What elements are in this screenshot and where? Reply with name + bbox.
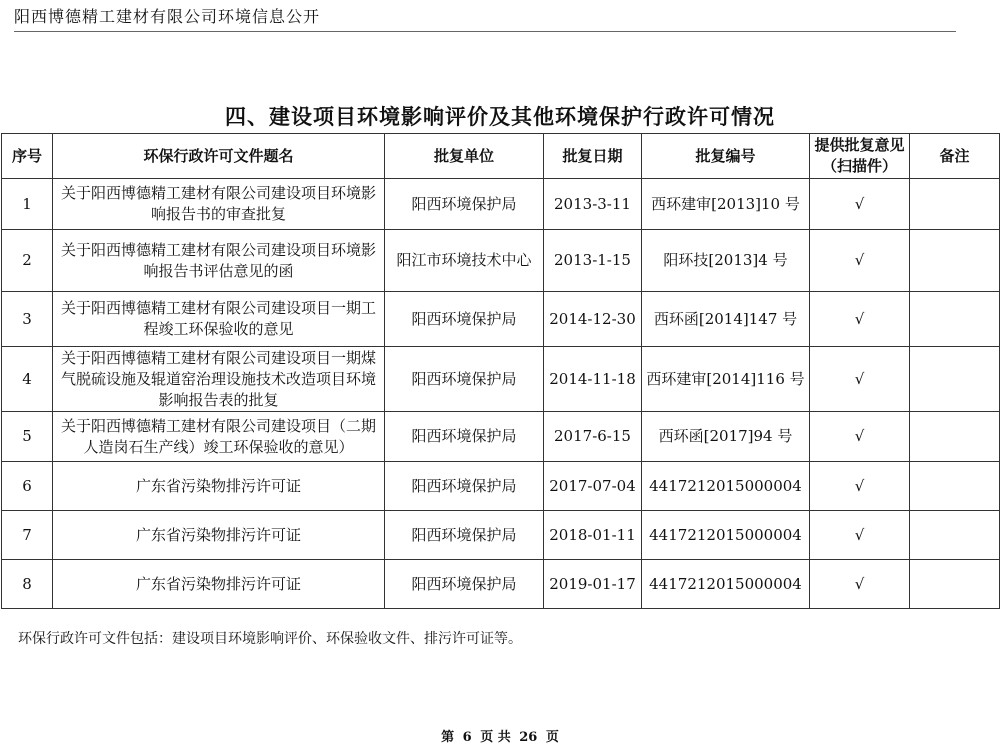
cell-number: 西环函[2017]94 号 <box>642 412 810 462</box>
cell-seq: 1 <box>2 179 53 230</box>
header-date: 批复日期 <box>544 134 642 179</box>
cell-number: 西环建审[2014]116 号 <box>642 347 810 412</box>
cell-scan-check: √ <box>810 179 910 230</box>
table-row <box>2 179 1000 230</box>
pager-total: 26 <box>519 730 538 745</box>
pager-current: 6 <box>462 730 472 745</box>
table-row <box>2 292 1000 347</box>
cell-name: 关于阳西博德精工建材有限公司建设项目环境影响报告书的审查批复 <box>53 179 385 230</box>
cell-scan-check: √ <box>810 511 910 560</box>
table-row <box>2 560 1000 609</box>
pager-mid: 页 共 <box>480 730 511 745</box>
cell-seq: 5 <box>2 412 53 462</box>
cell-number: 4417212015000004 <box>642 511 810 560</box>
table-row <box>2 511 1000 560</box>
cell-number: 4417212015000004 <box>642 462 810 511</box>
cell-note <box>910 412 1000 462</box>
table-header-row <box>2 134 1000 179</box>
page-number <box>0 726 1000 745</box>
cell-unit: 阳西环境保护局 <box>385 412 544 462</box>
table-row <box>2 462 1000 511</box>
header-unit: 批复单位 <box>385 134 544 179</box>
cell-number: 西环建审[2013]10 号 <box>642 179 810 230</box>
header-number: 批复编号 <box>642 134 810 179</box>
cell-number: 西环函[2014]147 号 <box>642 292 810 347</box>
section-title: 四、建设项目环境影响评价及其他环境保护行政许可情况 <box>225 105 775 129</box>
header-scan: 提供批复意见（扫描件） <box>810 134 910 179</box>
cell-note <box>910 292 1000 347</box>
cell-seq: 7 <box>2 511 53 560</box>
table-row <box>2 347 1000 412</box>
cell-name: 广东省污染物排污许可证 <box>53 462 385 511</box>
cell-seq: 4 <box>2 347 53 412</box>
cell-seq: 6 <box>2 462 53 511</box>
cell-note <box>910 560 1000 609</box>
cell-scan-check: √ <box>810 347 910 412</box>
cell-note <box>910 179 1000 230</box>
cell-scan-check: √ <box>810 292 910 347</box>
cell-scan-check: √ <box>810 230 910 292</box>
cell-name: 广东省污染物排污许可证 <box>53 511 385 560</box>
permits-table <box>1 133 1000 609</box>
cell-name: 关于阳西博德精工建材有限公司建设项目环境影响报告书评估意见的函 <box>53 230 385 292</box>
cell-unit: 阳江市环境技术中心 <box>385 230 544 292</box>
cell-number: 4417212015000004 <box>642 560 810 609</box>
cell-unit: 阳西环境保护局 <box>385 462 544 511</box>
cell-unit: 阳西环境保护局 <box>385 560 544 609</box>
document-header: 阳西博德精工建材有限公司环境信息公开 <box>14 4 956 32</box>
header-note: 备注 <box>910 134 1000 179</box>
cell-name: 关于阳西博德精工建材有限公司建设项目一期煤气脱硫设施及辊道窑治理设施技术改造项目环境影响报告表的批复 <box>53 347 385 412</box>
cell-name: 广东省污染物排污许可证 <box>53 560 385 609</box>
cell-date: 2018-01-11 <box>544 511 642 560</box>
cell-note <box>910 347 1000 412</box>
header-name: 环保行政许可文件题名 <box>53 134 385 179</box>
pager-prefix: 第 <box>441 730 455 745</box>
cell-date: 2017-6-15 <box>544 412 642 462</box>
cell-name: 关于阳西博德精工建材有限公司建设项目一期工程竣工环保验收的意见 <box>53 292 385 347</box>
cell-date: 2013-3-11 <box>544 179 642 230</box>
cell-unit: 阳西环境保护局 <box>385 292 544 347</box>
cell-date: 2019-01-17 <box>544 560 642 609</box>
footnote: 环保行政许可文件包括：建设项目环境影响评价、环保验收文件、排污许可证等。 <box>18 631 522 647</box>
cell-note <box>910 230 1000 292</box>
cell-seq: 3 <box>2 292 53 347</box>
cell-scan-check: √ <box>810 462 910 511</box>
cell-scan-check: √ <box>810 412 910 462</box>
cell-date: 2013-1-15 <box>544 230 642 292</box>
header-seq: 序号 <box>2 134 53 179</box>
cell-seq: 8 <box>2 560 53 609</box>
cell-unit: 阳西环境保护局 <box>385 179 544 230</box>
cell-name: 关于阳西博德精工建材有限公司建设项目（二期人造岗石生产线）竣工环保验收的意见） <box>53 412 385 462</box>
table-row <box>2 412 1000 462</box>
cell-date: 2014-11-18 <box>544 347 642 412</box>
cell-number: 阳环技[2013]4 号 <box>642 230 810 292</box>
cell-date: 2014-12-30 <box>544 292 642 347</box>
cell-seq: 2 <box>2 230 53 292</box>
cell-unit: 阳西环境保护局 <box>385 511 544 560</box>
cell-scan-check: √ <box>810 560 910 609</box>
cell-note <box>910 511 1000 560</box>
cell-date: 2017-07-04 <box>544 462 642 511</box>
pager-suffix: 页 <box>545 730 559 745</box>
cell-note <box>910 462 1000 511</box>
cell-unit: 阳西环境保护局 <box>385 347 544 412</box>
table-row <box>2 230 1000 292</box>
